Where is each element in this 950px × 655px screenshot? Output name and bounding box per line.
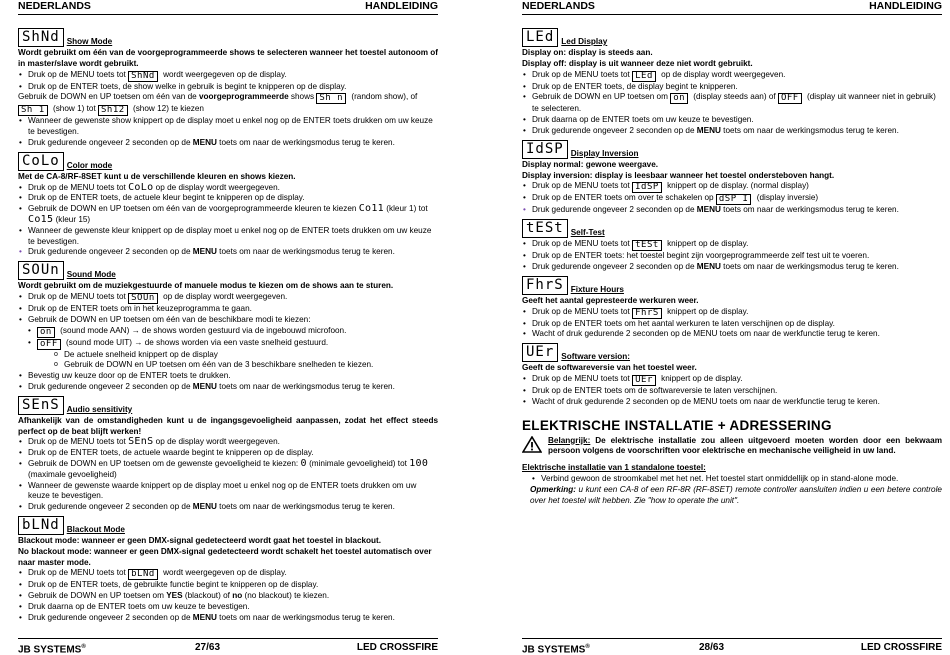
list-item: • Druk op de ENTER toets, de show welke in gebruik is begint te knipperen op de display.: [28, 82, 438, 93]
list-item: • Druk gedurende ongeveer 2 seconden op de MENU toets om naar de werkingsmodus terug te keren.: [28, 502, 438, 513]
section-show-mode: [18, 28, 438, 149]
list-item: • Druk gedurende ongeveer 2 seconden op de MENU toets om naar de werkingsmodus terug te keren.: [532, 126, 942, 137]
footer-page-number: 27/63: [195, 642, 221, 653]
list-item: • Druk op de MENU toets tot ShNd wordt weergegeven op de display.: [28, 70, 438, 82]
section-led-display: [522, 28, 942, 137]
list-item: • Druk op de ENTER toets om over te schakelen op dSP I (display inversie): [532, 193, 942, 205]
lcd-display-icon: on: [670, 93, 688, 104]
section-heading: Color mode: [66, 160, 113, 170]
header-divider: [18, 14, 438, 15]
section-blackout-mode: [18, 516, 438, 624]
list-item: • Druk op de ENTER toets om in het keuzeprogramma te gaan.: [28, 304, 438, 315]
list-item: • Druk op de MENU toets tot bLNd wordt weergegeven op de display.: [28, 568, 438, 580]
lcd-display-icon: FhrS: [522, 276, 568, 295]
list-item: • Gebruik de DOWN en UP toetsen om on (display steeds aan) of OFF (display uit wanneer niet in gebruik) te selecteren.: [532, 92, 942, 115]
lcd-display-icon: 100: [409, 457, 429, 469]
header-title: HANDLEIDING: [869, 0, 942, 12]
header-title: HANDLEIDING: [365, 0, 438, 12]
section-title: [522, 343, 942, 362]
list-item: • Wacht of druk gedurende 2 seconden op de MENU toets om naar de werkfunctie terug te keren.: [532, 397, 942, 408]
section-description: Met de CA-8/RF-8SET kunt u de verschillende kleuren en shows kiezen.: [18, 171, 296, 181]
lcd-display-icon: UEr: [522, 343, 558, 362]
list-item: o Gebruik de DOWN en UP toetsen om één van de 3 beschikbare snelheden te kiezen.: [64, 360, 438, 371]
list-item: • Bevestig uw keuze door op de ENTER toets te drukken.: [28, 371, 438, 382]
section-color-mode: [18, 152, 438, 258]
lcd-display-icon: FhrS: [632, 308, 662, 319]
left-page: [18, 0, 438, 654]
step-list: [18, 116, 438, 148]
list-item: • Gebruik de DOWN en UP toetsen om de gewenste gevoeligheid te kiezen: 0 (minimale gevoeligheid) tot 100 (maximale gevoeligheid): [28, 459, 438, 481]
list-item: • Wacht of druk gedurende 2 seconden op de MENU toets om naar de werkfunctie terug te keren.: [532, 329, 942, 340]
lcd-display-icon: IdSP: [522, 140, 568, 159]
lcd-display-icon: SOUn: [128, 293, 158, 304]
section-description: Wordt gebruikt om de muziekgestuurde of manuele modus te kiezen om de shows aan te sturen.: [18, 281, 394, 291]
lcd-display-icon: bLNd: [128, 569, 158, 580]
step-list: [522, 474, 942, 485]
section-display-inversion: [522, 140, 942, 216]
lcd-display-icon: OFF: [778, 93, 802, 104]
list-item: • Wanneer de gewenste waarde knippert op de display moet u enkel nog op de ENTER toets drukken om uw keuze te bevestigen.: [28, 481, 438, 503]
step-list: [18, 437, 438, 513]
lcd-display-icon: Sh 1: [18, 105, 48, 116]
page-header: [522, 0, 942, 15]
section-title: [18, 396, 438, 415]
section-sound-mode: [18, 261, 438, 393]
note-text: Opmerking: u kunt een CA-8 of een RF-8R (RF-8SET) remote controller aansluiten indien u een betere controle over het toestel wilt hebben. Zie "how to operate the unit".: [530, 484, 942, 505]
step-list: [18, 70, 438, 93]
step-list: [18, 183, 438, 259]
list-item: • Druk daarna op de ENTER toets om uw keuze te bevestigen.: [532, 115, 942, 126]
step-list: [522, 307, 942, 341]
left-content: [18, 28, 438, 626]
list-item: • Druk op de ENTER toets, de actuele waarde begint te knipperen op de display.: [28, 448, 438, 459]
list-item: • Druk gedurende ongeveer 2 seconden op de MENU toets om naar de werkingsmodus terug te keren.: [28, 247, 438, 258]
footer-product: LED CROSSFIRE: [356, 642, 438, 653]
step-list: [522, 70, 942, 137]
section-fixture-hours: [522, 276, 942, 340]
list-item: o De actuele snelheid knippert op de display: [64, 350, 438, 361]
footer-divider: [18, 638, 438, 639]
list-item: • Druk gedurende ongeveer 2 seconden op de MENU toets om naar de werkingsmodus terug te keren.: [28, 382, 438, 393]
list-item: • Druk op de ENTER toets, de gebruikte functie begint te knipperen op de display.: [28, 580, 438, 591]
lcd-display-icon: UEr: [632, 375, 656, 386]
step-list: [522, 181, 942, 216]
section-heading: Blackout Mode: [66, 524, 125, 534]
list-item: • Druk op de ENTER toets, de actuele kleur begint te knipperen op de display.: [28, 193, 438, 204]
header-divider: [522, 14, 942, 15]
warning-triangle-icon: [522, 436, 542, 453]
list-item: • Druk op de MENU toets tot tESt knippert op de display.: [532, 239, 942, 251]
step-list: [522, 239, 942, 273]
section-electrical-installation: [522, 419, 942, 507]
section-heading: Self-Test: [570, 228, 605, 238]
lcd-display-icon: tESt: [632, 240, 662, 251]
lcd-display-icon: Sh n: [316, 93, 346, 104]
section-title: [18, 152, 438, 171]
header-language: NEDERLANDS: [18, 0, 91, 12]
list-item: • Druk op de MENU toets tot UEr knippert op de display.: [532, 374, 942, 386]
footer-product: LED CROSSFIRE: [860, 642, 942, 653]
list-item: • Druk op de ENTER toets, de display begint te knipperen.: [532, 82, 942, 93]
section-title: [522, 28, 942, 47]
header-language: NEDERLANDS: [522, 0, 595, 12]
list-item: • Druk op de MENU toets tot SEnS op de display wordt weergegeven.: [28, 437, 438, 448]
section-description: Blackout mode: wanneer er geen DMX-signal gedetecteerd wordt gaat het toestel in blackout.: [18, 535, 382, 545]
right-content: [522, 28, 942, 509]
lcd-display-icon: CoLo: [128, 181, 154, 193]
list-item: • Gebruik de DOWN en UP toetsen om één van de voorgeprogrammeerde kleuren te kiezen Co11 (kleur 1) tot Co15 (kleur 15): [28, 204, 438, 226]
section-heading: Display Inversion: [570, 148, 639, 158]
sub-option-list: [18, 350, 438, 372]
lcd-display-icon: ShNd: [128, 71, 158, 82]
list-item: • Druk op de MENU toets tot SOUn op de display wordt weergegeven.: [28, 292, 438, 304]
lcd-display-icon: Sh12: [98, 105, 128, 116]
footer-brand: JB SYSTEMS®: [18, 644, 86, 655]
section-description: Display normal: gewone weergave.: [522, 159, 659, 169]
step-list: [522, 374, 942, 408]
right-page: [522, 0, 942, 654]
section-description: Geeft de softwareversie van het toestel weer.: [522, 363, 697, 373]
lcd-display-icon: tESt: [522, 219, 568, 238]
section-title: [522, 219, 942, 238]
section-title: [522, 276, 942, 295]
lcd-display-icon: oFF: [37, 339, 61, 350]
section-heading: Audio sensitivity: [66, 404, 133, 414]
step-list: [18, 568, 438, 623]
sub-heading: Elektrische installatie van 1 standalone toestel:: [522, 463, 706, 473]
lcd-display-icon: LEd: [632, 71, 656, 82]
list-item: • Gebruik de DOWN en UP toetsen om YES (blackout) of no (no blackout) te kiezen.: [28, 591, 438, 602]
section-software-version: [522, 343, 942, 407]
section-self-test: [522, 219, 942, 273]
list-item: • Druk op de ENTER toets om het aantal werkuren te laten verschijnen op de display.: [532, 319, 942, 330]
list-item: • Druk gedurende ongeveer 2 seconden op de MENU toets om naar de werkingsmodus terug te keren.: [532, 205, 942, 216]
list-item: • Druk gedurende ongeveer 2 seconden op de MENU toets om naar de werkingsmodus terug te keren.: [532, 262, 942, 273]
lcd-display-icon: bLNd: [18, 516, 64, 535]
list-item: • Druk op de MENU toets tot IdSP knippert op de display. (normal display): [532, 181, 942, 193]
warning-block: [522, 436, 942, 458]
list-item: • Druk op de MENU toets tot LEd op de display wordt weergegeven.: [532, 70, 942, 82]
section-heading: Fixture Hours: [570, 284, 624, 294]
list-item: • on (sound mode AAN) → de shows worden gestuurd via de ingebouwd microfoon.: [37, 326, 438, 338]
section-title: [18, 28, 438, 47]
lcd-display-icon: CoLo: [18, 152, 64, 171]
list-item: • Wanneer de gewenste kleur knippert op de display moet u enkel nog op de ENTER toets drukken om uw keuze te bevestigen.: [28, 226, 438, 248]
list-item: • Druk op de ENTER toets om de softwareversie te laten verschijnen.: [532, 386, 942, 397]
section-heading: Software version:: [561, 352, 630, 362]
footer-divider: [522, 638, 942, 639]
lcd-display-icon: Co11: [358, 203, 385, 215]
section-title: [18, 516, 438, 535]
lcd-display-icon: SEnS: [18, 396, 64, 415]
list-item: • Druk op de ENTER toets: het toestel begint zijn voorgeprogrammeerde zelf test uit te voeren.: [532, 251, 942, 262]
list-item: • Druk op de MENU toets tot FhrS knippert op de display.: [532, 307, 942, 319]
list-item: • Druk gedurende ongeveer 2 seconden op de MENU toets om naar de werkingsmodus terug te keren.: [28, 138, 438, 149]
list-item: • Verbind gewoon de stroomkabel met het net. Het toestel start onmiddellijk op in stand-alone mode.: [541, 474, 942, 485]
lcd-display-icon: IdSP: [632, 182, 662, 193]
section-audio-sensitivity: [18, 396, 438, 513]
list-item: • Gebruik de DOWN en UP toetsen om één van de beschikbare modi te kiezen:: [28, 315, 438, 326]
section-title: [18, 261, 438, 280]
section-heading: Show Mode: [66, 37, 113, 46]
section-heading: Sound Mode: [66, 270, 116, 280]
lcd-display-icon: ShNd: [18, 28, 64, 47]
section-description: Display off: display is uit wanneer deze niet wordt gebruikt.: [522, 58, 753, 68]
list-item: • Druk gedurende ongeveer 2 seconden op de MENU toets om naar de werkingsmodus terug te keren.: [28, 613, 438, 624]
step-list: [18, 292, 438, 326]
lcd-display-icon: Co15: [28, 213, 54, 225]
footer-brand: JB SYSTEMS®: [522, 644, 590, 655]
list-item: • Druk op de MENU toets tot CoLo op de display wordt weergegeven.: [28, 183, 438, 194]
section-description: Geeft het aantal gepresteerde werkuren weer.: [522, 295, 699, 305]
section-description: Afhankelijk van de omstandigheden kunt u de ingangsgevoeligheid aanpassen, zodat het effect steeds perfect op de beat blijft werken!: [18, 415, 438, 436]
section-description: Display inversion: display is leesbaar wanneer het toestel ondersteboven hangt.: [522, 170, 835, 180]
paragraph: Sh 1 (show 1) tot Sh12 (show 12) te kiezen: [18, 104, 438, 116]
lcd-display-icon: on: [37, 327, 55, 338]
page-header: [18, 0, 438, 15]
paragraph: Gebruik de DOWN en UP toetsen om één van de voorgeprogrammeerde shows Sh n (random show), of: [18, 92, 418, 104]
option-list: [18, 326, 438, 350]
step-list: [18, 371, 438, 393]
section-heading: Led Display: [561, 37, 608, 46]
section-description: No blackout mode: wanneer er geen DMX-signal gedetecteerd wordt schakelt het toestel automatisch over naar master mode.: [18, 546, 432, 567]
chapter-heading: ELEKTRISCHE INSTALLATIE + ADRESSERING: [522, 417, 832, 433]
section-title: [522, 140, 942, 159]
section-description: Display on: display is steeds aan.: [522, 48, 653, 57]
lcd-display-icon: dSP I: [716, 194, 752, 205]
list-item: • oFF (sound mode UIT) → de shows worden via een vaste snelheid gestuurd.: [37, 338, 438, 350]
lcd-display-icon: SEnS: [128, 436, 154, 448]
footer-page-number: 28/63: [699, 642, 725, 653]
list-item: • Wanneer de gewenste show knippert op de display moet u enkel nog op de ENTER toets drukken om uw keuze te bevestigen.: [28, 116, 438, 138]
warning-text: Belangrijk: De elektrische installatie zou alleen uitgevoerd moeten worden door een bekwaam persoon volgens de voorschriften voor elektrische en mechanische veiligheid in uw land.: [548, 435, 942, 456]
list-item: • Druk daarna op de ENTER toets om uw keuze te bevestigen.: [28, 602, 438, 613]
section-description: Wordt gebruikt om één van de voorgeprogrammeerde shows te selecteren wanneer het toestel autonoom of in master/slave wordt gebruikt.: [18, 48, 438, 68]
lcd-display-icon: 0: [300, 457, 307, 469]
lcd-display-icon: SOUn: [18, 261, 64, 280]
lcd-display-icon: LEd: [522, 28, 558, 47]
